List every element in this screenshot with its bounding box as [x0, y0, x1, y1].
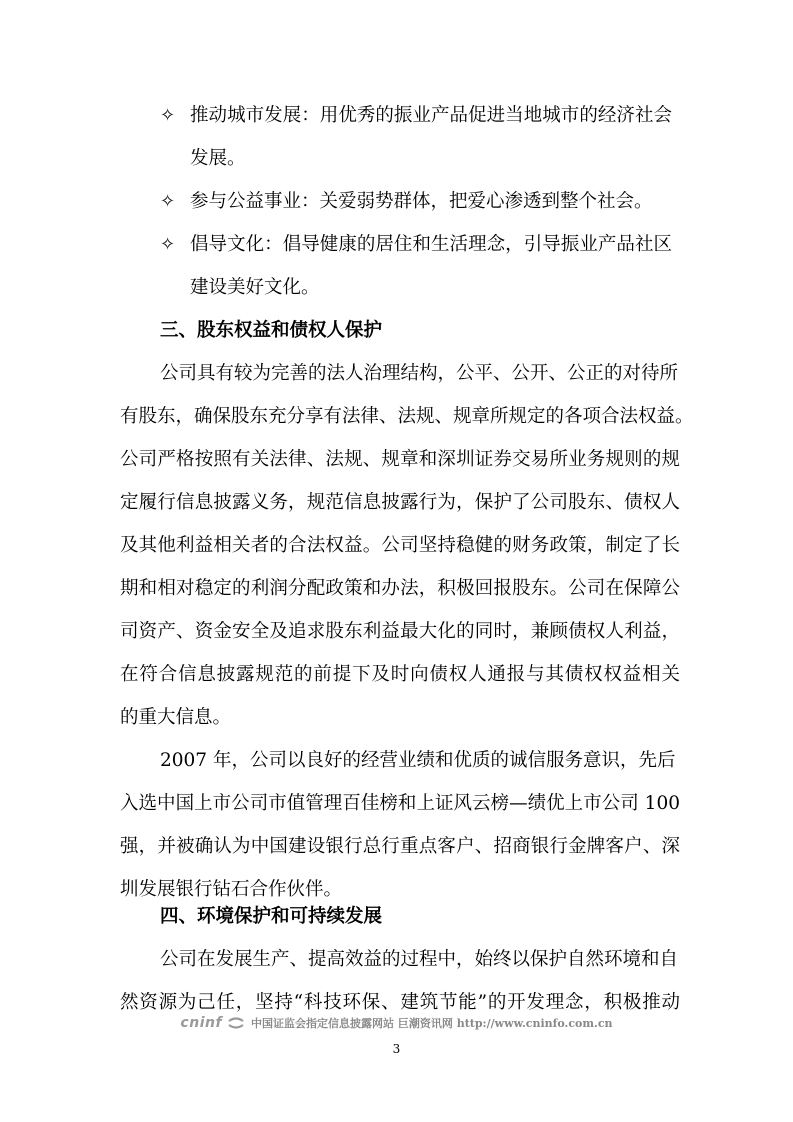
paragraph-line: 公司具有较为完善的法人治理结构，公平、公开、公正的对待所 [160, 363, 679, 384]
bullet-1-line-2: 发展。 [190, 148, 246, 169]
paragraph-line: 在符合信息披露规范的前提下及时向债权人通报与其债权权益相关 [120, 664, 680, 685]
bullet-2-line-1: 参与公益事业：关爱弱势群体，把爱心渗透到整个社会。 [190, 191, 653, 212]
cninfo-logo: cninf [180, 1015, 223, 1031]
cninfo-swirl-icon [228, 1017, 244, 1029]
section-4-heading: 四、环境保护和可持续发展 [160, 906, 383, 927]
bullet-diamond-icon: ✧ [160, 191, 176, 212]
section-3-heading: 三、股东权益和债权人保护 [160, 320, 383, 341]
paragraph-line: 入选中国上市公司市值管理百佳榜和上证风云榜—绩优上市公司 100 [120, 793, 680, 814]
paragraph-line: 及其他利益相关者的合法权益。公司坚持稳健的财务政策，制定了长 [120, 535, 680, 556]
paragraph-line: 期和相对稳定的利润分配政策和办法，积极回报股东。公司在保障公 [120, 578, 680, 599]
paragraph-line: 定履行信息披露义务，规范信息披露行为，保护了公司股东、债权人 [120, 492, 680, 513]
bullet-1-line-1: 推动城市发展：用优秀的振业产品促进当地城市的经济社会 [190, 105, 672, 126]
paragraph-line: 2007 年，公司以良好的经营业绩和优质的诚信服务意识，先后 [160, 750, 676, 771]
paragraph-line: 有股东，确保股东充分享有法律、法规、规章所规定的各项合法权益。 [120, 406, 694, 427]
footer [0, 1015, 793, 1031]
bullet-3-line-1: 倡导文化：倡导健康的居住和生活理念，引导振业产品社区 [190, 234, 672, 255]
bullet-diamond-icon: ✧ [160, 234, 176, 255]
bullet-3-line-2: 建设美好文化。 [190, 277, 320, 298]
bullet-diamond-icon: ✧ [160, 105, 176, 126]
footer-text: 中国证监会指定信息披露网站 巨潮资讯网 http://www.cninfo.com.cn [251, 1017, 613, 1030]
paragraph-line: 强，并被确认为中国建设银行总行重点客户、招商银行金牌客户、深 [120, 836, 680, 857]
paragraph-line: 公司在发展生产、提高效益的过程中，始终以保护自然环境和自 [160, 949, 679, 970]
page-number: 3 [392, 1042, 401, 1056]
paragraph-line: 司资产、资金安全及追求股东利益最大化的同时，兼顾债权人利益， [120, 621, 680, 642]
paragraph-line: 的重大信息。 [120, 707, 232, 728]
paragraph-line: 公司严格按照有关法律、法规、规章和深圳证券交易所业务规则的规 [120, 449, 680, 470]
paragraph-line: 圳发展银行钻石合作伙伴。 [120, 879, 343, 900]
paragraph-line: 然资源为己任，坚持“科技环保、建筑节能”的开发理念，积极推动 [120, 992, 680, 1013]
